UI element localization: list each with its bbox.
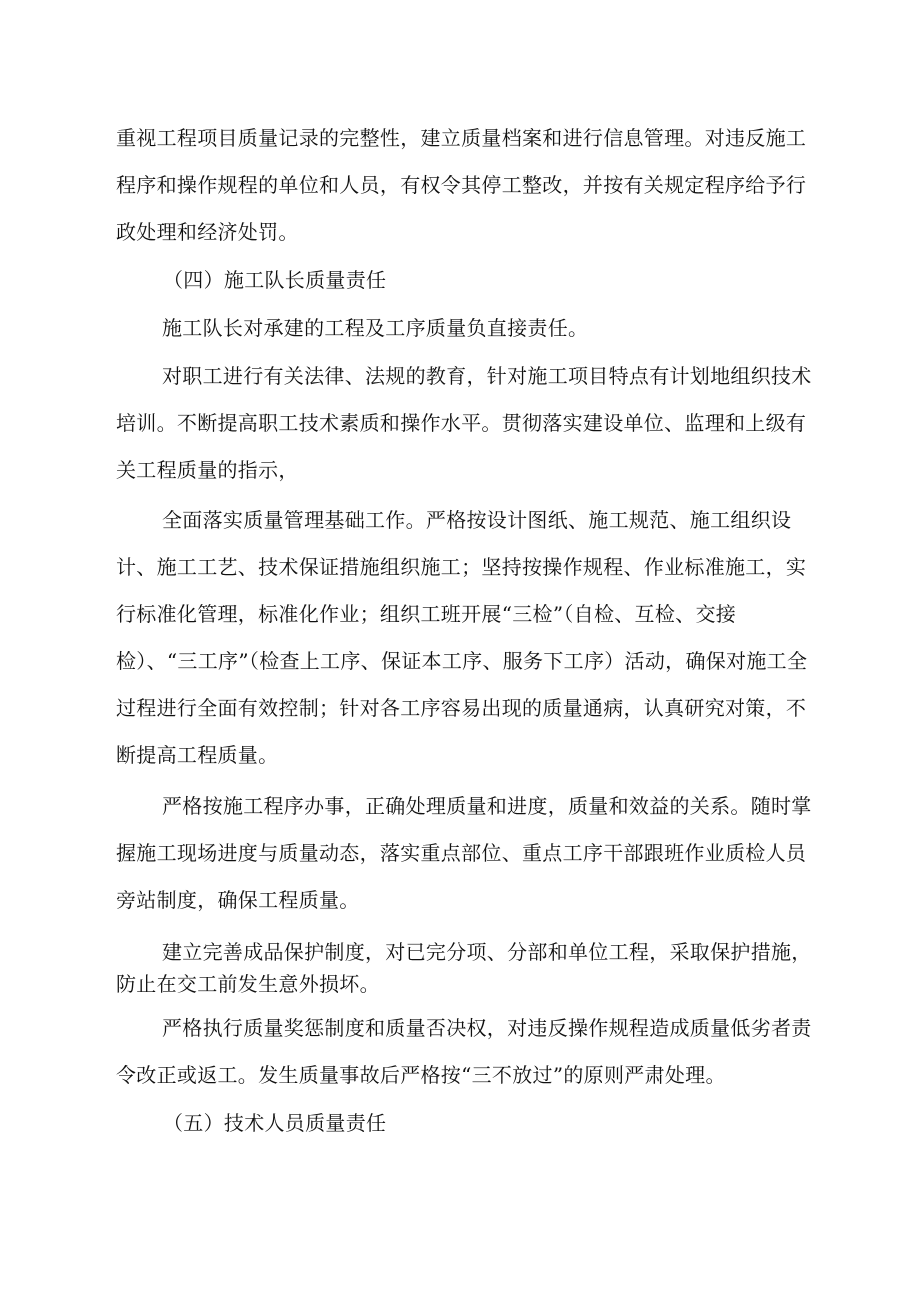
section-heading-technical-staff: （五）技术人员质量责任 <box>163 1111 387 1135</box>
paragraph-quality-management: 全面落实质量管理基础工作。严格按设计图纸、施工规范、施工组织设计、施工工艺、技术保证措施组织施工；坚持按操作规程、作业标准施工，实行标准化管理，标准化作业；组织工班开展“三检”（自检、互检、交接检）、“三工序”（检查上工序、保证本工序、服务下工序）活动，确保对施工全过程进行全面有效控制；针对各工序容易出现的质量通病，认真研究对策，不断提高工程质量。 <box>116 508 808 767</box>
paragraph-quality-records: 重视工程项目质量记录的完整性，建立质量档案和进行信息管理。对违反施工程序和操作规程的单位和人员，有权令其停工整改，并按有关规定程序给予行政处理和经济处罚。 <box>116 126 807 244</box>
paragraph-product-protection: 建立完善成品保护制度，对已完分项、分部和单位工程，采取保护措施，防止在交工前发生意外损坏。 <box>116 940 812 996</box>
paragraph-training: 对职工进行有关法律、法规的教育，针对施工项目特点有计划地组织技术培训。不断提高职工技术素质和操作水平。贯彻落实建设单位、监理和上级有关工程质量的指示， <box>116 364 812 482</box>
paragraph-team-leader-duty: 施工队长对承建的工程及工序质量负直接责任。 <box>162 316 589 340</box>
section-heading-team-leader: （四）施工队长质量责任 <box>163 268 387 292</box>
paragraph-construction-procedure: 严格按施工程序办事，正确处理质量和进度，质量和效益的关系。随时掌握施工现场进度与质量动态，落实重点部位、重点工序干部跟班作业质检人员旁站制度，确保工程质量。 <box>116 794 812 912</box>
paragraph-reward-penalty: 严格执行质量奖惩制度和质量否决权，对违反操作规程造成质量低劣者责令改正或返工。发生质量事故后严格按“三不放过”的原则严肃处理。 <box>116 1016 812 1087</box>
